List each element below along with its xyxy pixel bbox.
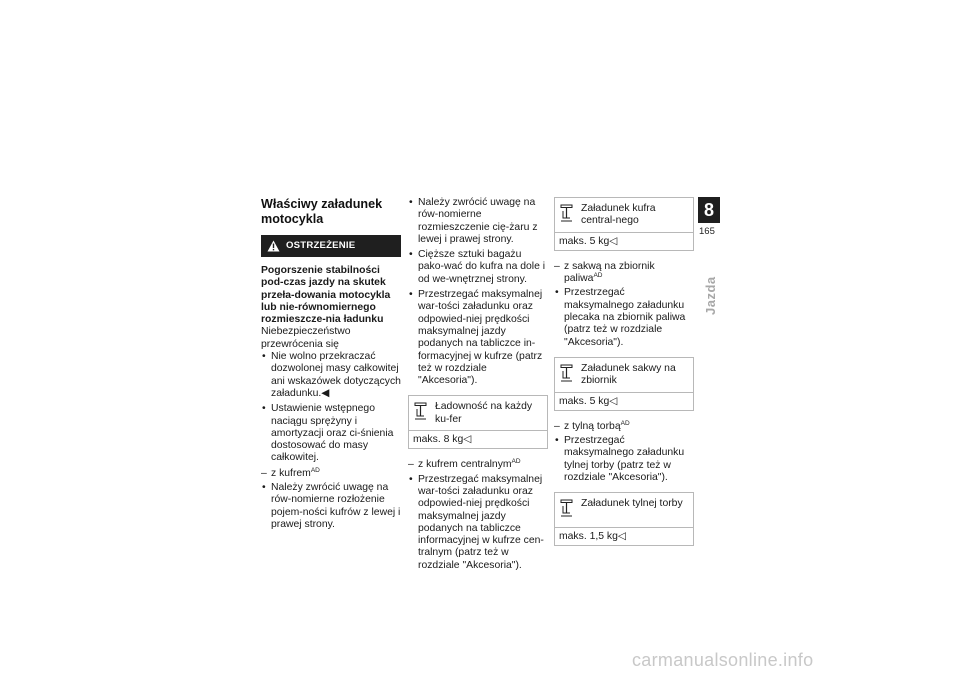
tankbag-list (554, 287, 694, 348)
list-item: • Należy zwrócić uwagę na rów-nomierne rozmieszczenie cię-żaru z lewej i prawej strony. (408, 197, 548, 246)
tailbag-list (554, 435, 694, 484)
case-bullets (408, 197, 548, 387)
list-item: • Nie wolno przekraczać dozwolonej masy całkowitej ani wskazówek dotyczących załadunku.◀ (261, 351, 401, 400)
spec-box-case (408, 395, 548, 449)
warning-list (261, 351, 401, 465)
list-item: • Przestrzegać maksymalnego załadunku plecaka na zbiornik paliwa (patrz też w rozdziale "Akcesoria"). (554, 287, 694, 348)
column-3 (554, 197, 694, 556)
spec-value: maks. 8 kg◁ (409, 430, 547, 448)
spec-label: Załadunek tylnej torby (581, 498, 683, 510)
spec-box-tankbag (554, 357, 694, 411)
case-list (261, 482, 401, 531)
ad-marker: AD (511, 458, 521, 466)
watermark: carmanualsonline.info (632, 650, 814, 670)
column-1 (261, 197, 401, 534)
weight-gauge-icon (559, 203, 575, 223)
warning-subtitle: Niebezpieczeństwo przewrócenia się (261, 326, 351, 350)
ad-marker: AD (593, 272, 603, 280)
list-item: • Należy zwrócić uwagę na rów-nomierne rozłożenie pojem-ności kufrów z lewej i prawej strony. (261, 482, 401, 531)
column-2 (408, 197, 548, 575)
tailbag-label: – z tylną torbą$^{AD}$ (554, 421, 694, 433)
chapter-title: Jazda (703, 276, 718, 315)
spec-box-topcase (554, 197, 694, 251)
warning-triangle-icon (267, 240, 280, 252)
ad-marker: AD (620, 419, 630, 427)
spec-value: maks. 5 kg◁ (555, 392, 693, 410)
warning-title: Pogorszenie stabilności pod-czas jazdy na skutek przeła-dowania motocykla lub nie-równomiernego rozmieszcze-nia ładunku (261, 265, 391, 326)
tankbag-label: – z sakwą na zbiornik paliwa$^{AD}$ (554, 261, 694, 286)
spec-label: Załadunek sakwy na zbiornik (581, 362, 676, 387)
list-item: • Ustawienie wstępnego naciągu sprężyny i amortyzacji oraz ci-śnienia dostosować do masy całkowitej. (261, 403, 401, 464)
topcase-label: – z kufrem centralnym$^{AD}$ (408, 459, 548, 471)
list-item: • Cięższe sztuki bagażu pako-wać do kufra na dole i od we-wnętrznej strony. (408, 249, 548, 286)
spec-value: maks. 1,5 kg◁ (555, 527, 693, 545)
topcase-list (408, 474, 548, 572)
spec-label: Załadunek kufra central-nego (581, 203, 656, 227)
weight-gauge-icon (413, 401, 429, 421)
list-item: • Przestrzegać maksymalnej war-tości załadunku oraz odpowied-niej prędkości maksymalnej jazdy podanych na tabliczce in-formacyjnej w kufrze (patrz też w rozdziale "Akcesoria"). (408, 289, 548, 387)
spec-label: Ładowność na każdy ku-fer (435, 401, 533, 425)
list-item: • Przestrzegać maksymalnej war-tości załadunku oraz odpowied-niej prędkości maksymalnej jazdy podanych na tabliczce informacyjnej w kufrze cen-tralnym (patrz też w rozdziale "Akcesoria"). (408, 474, 548, 572)
warning-banner (261, 235, 401, 257)
chapter-number: 8 (698, 197, 720, 223)
page-number: 165 (699, 226, 715, 237)
warning-label: OSTRZEŻENIE (286, 239, 356, 251)
case-label: – z kufrem$^{AD}$ (261, 468, 401, 480)
weight-gauge-icon (559, 498, 575, 518)
weight-gauge-icon (559, 363, 575, 383)
section-heading: Właściwy załadunek motocykla (261, 197, 383, 226)
spec-box-tailbag (554, 492, 694, 546)
list-item: • Przestrzegać maksymalnego załadunku tylnej torby (patrz też w rozdziale "Akcesoria"). (554, 435, 694, 484)
ad-marker: AD (310, 466, 320, 474)
spec-value: maks. 5 kg◁ (555, 232, 693, 250)
